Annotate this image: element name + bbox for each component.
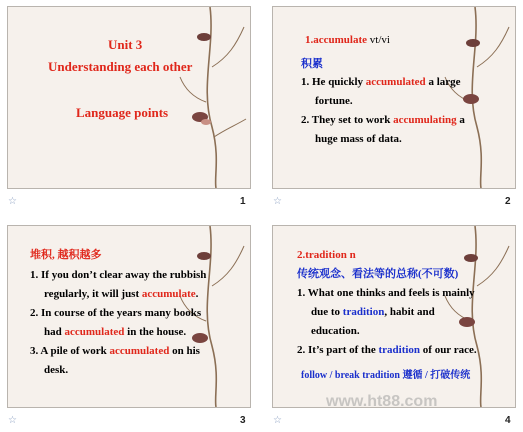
text: regularly, it will just <box>44 288 142 300</box>
branch-decoration <box>405 7 515 188</box>
highlight-word: tradition <box>378 344 421 356</box>
highlight-word: accumulate <box>141 288 196 300</box>
example-line <box>30 342 200 361</box>
highlight-word: accumulated <box>365 76 426 88</box>
text: of our race. <box>420 344 477 356</box>
vocab-line <box>305 31 390 50</box>
example-line <box>301 73 461 92</box>
example-line <box>297 341 477 360</box>
example-line: fortune. <box>315 95 353 107</box>
vocab-word: 2.tradition <box>297 249 347 261</box>
text: 2. They set to work <box>301 114 394 126</box>
text: in the house. <box>124 326 187 338</box>
vocab-line <box>297 246 356 265</box>
text: on his <box>169 345 200 357</box>
example-line: education. <box>311 325 360 337</box>
slide-number-3: 3 <box>240 415 246 426</box>
slide-thumbnail-3[interactable] <box>7 225 251 408</box>
star-icon[interactable]: ☆ <box>8 196 17 207</box>
example-line <box>301 111 465 130</box>
watermark: www.ht88.com <box>326 393 438 410</box>
text: 1. He quickly <box>301 76 366 88</box>
part-of-speech: vt/vi <box>369 34 390 46</box>
star-icon[interactable]: ☆ <box>8 415 17 426</box>
example-line <box>30 285 198 304</box>
star-icon[interactable]: ☆ <box>273 196 282 207</box>
example-line <box>30 323 186 342</box>
example-line: 1. What one thinks and feels is mainly <box>297 287 475 299</box>
slide-number-2: 2 <box>505 196 511 207</box>
meaning: 传统观念、看法等的总称(不可数) <box>297 268 459 280</box>
part-of-speech: n <box>349 249 356 261</box>
slide-heading: Language points <box>76 105 169 120</box>
text: . <box>195 288 199 300</box>
highlight-word: tradition <box>342 306 385 318</box>
text: , habit and <box>384 306 435 318</box>
highlight-word: accumulating <box>393 114 457 126</box>
example-line: 2. In course of the years many books <box>30 307 202 319</box>
example-line: 1. If you don’t clear away the rubbish <box>30 269 207 281</box>
slide-number-4: 4 <box>505 415 511 426</box>
phrase-line: follow / break tradition 遵循 / 打破传统 <box>301 370 471 381</box>
example-line <box>297 303 435 322</box>
meaning: 堆积, 越积越多 <box>30 249 102 261</box>
text: a large <box>425 76 461 88</box>
slide-thumbnail-2[interactable] <box>272 6 516 189</box>
slide-title: Unit 3 <box>108 37 143 52</box>
text: had <box>44 326 65 338</box>
text: 2. It’s part of the <box>297 344 379 356</box>
text: 3. A pile of work <box>30 345 110 357</box>
text: due to <box>311 306 343 318</box>
highlight-word: accumulated <box>109 345 170 357</box>
meaning: 积累 <box>301 58 323 70</box>
example-line: huge mass of data. <box>315 133 402 145</box>
slide-number-1: 1 <box>240 196 246 207</box>
highlight-word: accumulated <box>64 326 125 338</box>
slide-thumbnail-1[interactable] <box>7 6 251 189</box>
branch-decoration <box>140 7 250 188</box>
example-line: desk. <box>44 364 69 376</box>
star-icon[interactable]: ☆ <box>273 415 282 426</box>
slide-thumbnail-4[interactable] <box>272 225 516 408</box>
text: a <box>456 114 465 126</box>
vocab-word: 1.accumulate <box>305 34 368 46</box>
slide-subtitle: Understanding each other <box>48 59 193 74</box>
